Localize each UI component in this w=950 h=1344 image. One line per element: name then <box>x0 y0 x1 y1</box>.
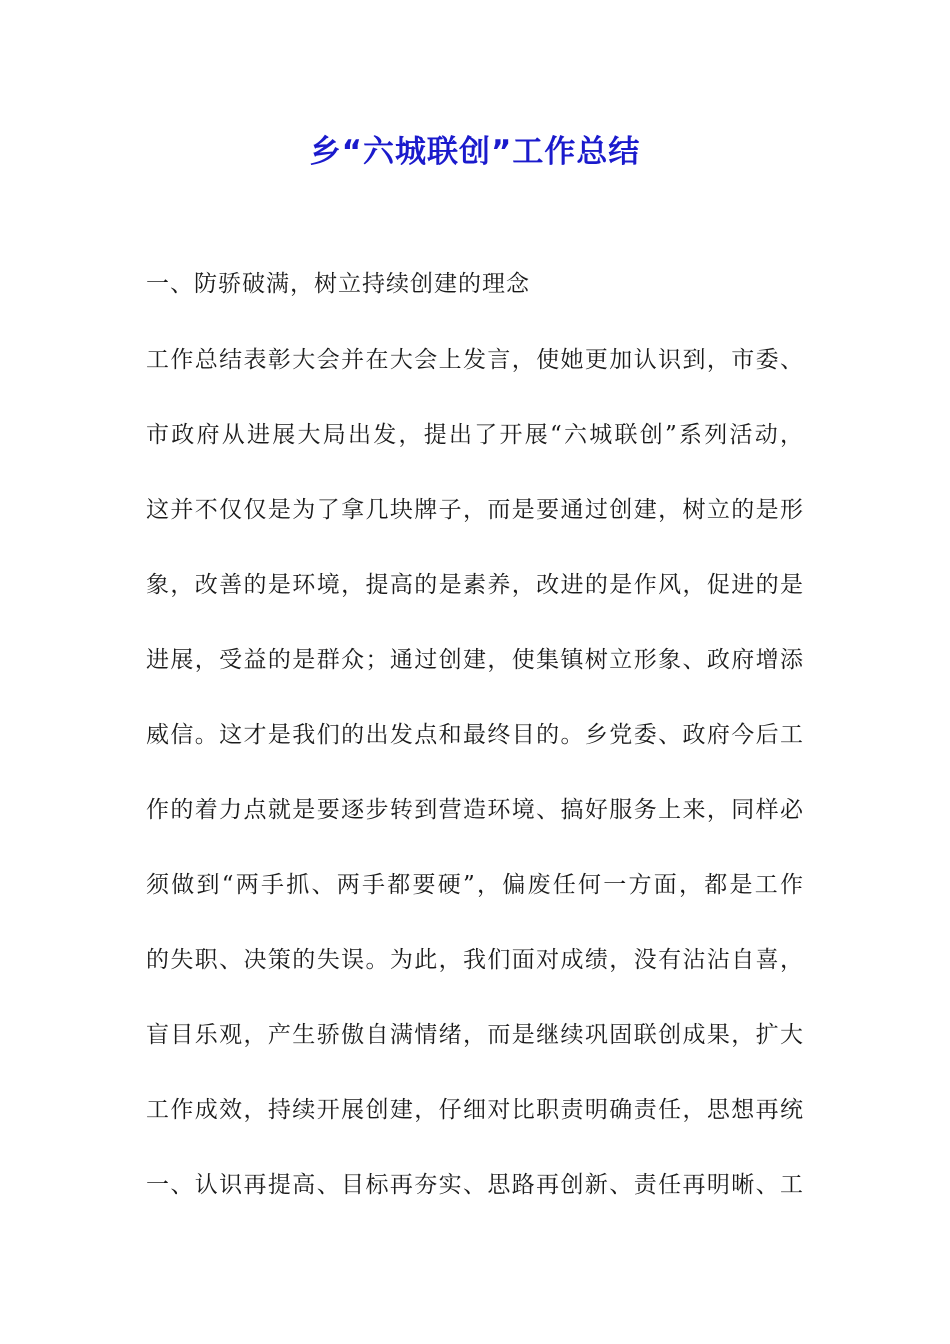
body-line: 一、认识再提高、目标再夯实、思路再创新、责任再明晰、工 <box>146 1172 803 1198</box>
body-line: 的失职、决策的失误。为此，我们面对成绩，没有沾沾自喜， <box>146 947 803 973</box>
section-heading: 一、防骄破满，树立持续创建的理念 <box>146 271 530 297</box>
document-title: 乡“六城联创”工作总结 <box>309 134 641 170</box>
body-line: 象，改善的是环境，提高的是素养，改进的是作风，促进的是 <box>146 572 803 598</box>
body-line: 须做到“两手抓、两手都要硬”，偏废任何一方面，都是工作 <box>146 872 803 898</box>
body-line: 工作总结表彰大会并在大会上发言，使她更加认识到，市委、 <box>146 347 803 373</box>
body-line: 盲目乐观，产生骄傲自满情绪，而是继续巩固联创成果，扩大 <box>146 1022 803 1048</box>
body-line: 市政府从进展大局出发，提出了开展“六城联创”系列活动， <box>146 422 803 448</box>
body-line: 作的着力点就是要逐步转到营造环境、搞好服务上来，同样必 <box>146 797 803 823</box>
body-line: 工作成效，持续开展创建，仔细对比职责明确责任，思想再统 <box>146 1097 803 1123</box>
body-line: 这并不仅仅是为了拿几块牌子，而是要通过创建，树立的是形 <box>146 497 803 523</box>
body-line: 进展，受益的是群众；通过创建，使集镇树立形象、政府增添 <box>146 647 803 673</box>
body-text <box>146 344 806 1244</box>
body-line: 威信。这才是我们的出发点和最终目的。乡党委、政府今后工 <box>146 722 803 748</box>
